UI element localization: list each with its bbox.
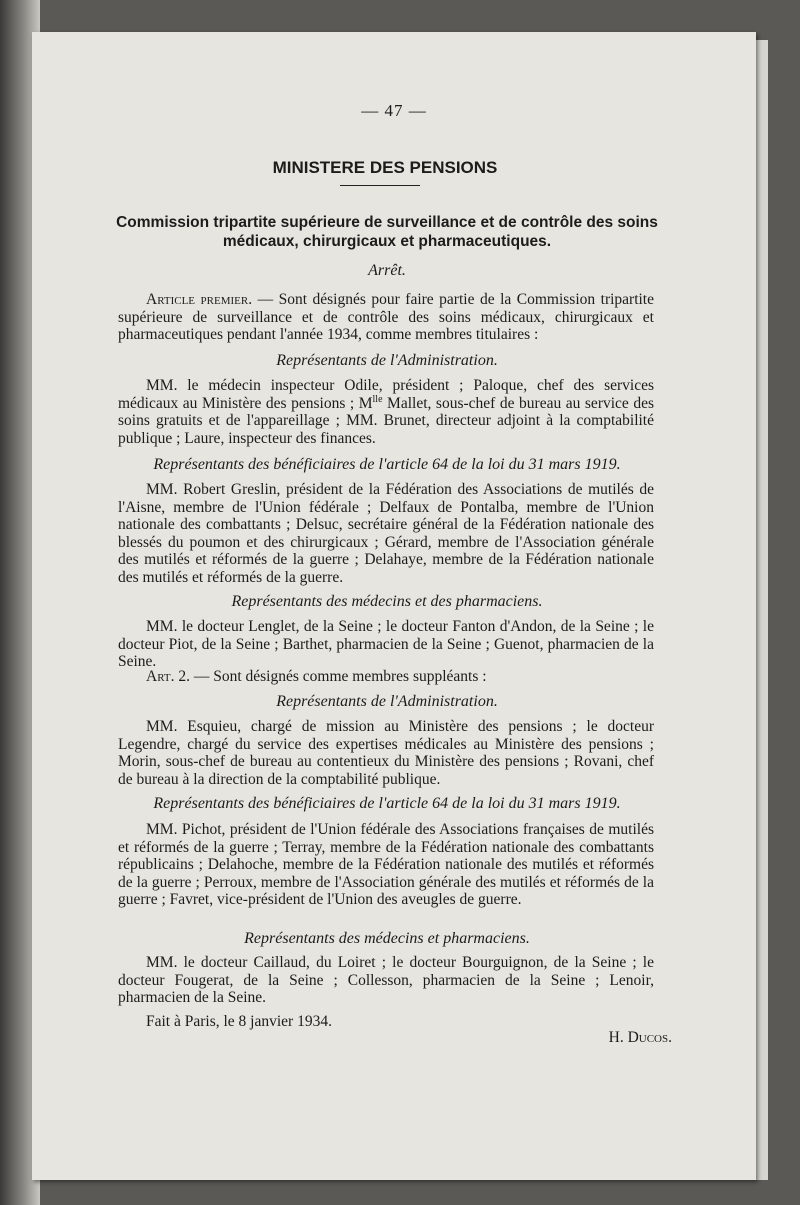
- titulaires-admin-text-a: MM. le médecin inspecteur Odile, président ; Paloque, chef des services médicaux au Ministère des pensions ; M: [118, 377, 654, 412]
- article-2-paragraph: [118, 668, 654, 686]
- arret-heading: Arrêt.: [368, 262, 406, 279]
- titulaires-admin-text-b: Mallet, sous-chef de bureau au service des soins gratuits et de l'appareillage ; MM. Brunet, directeur adjoint à la comptabilité publique ; Laure, inspecteur des finances.: [118, 394, 654, 447]
- suppleants-admin-heading: Représentants de l'Administration.: [276, 693, 498, 710]
- title-divider: [340, 185, 420, 186]
- titulaires-benef-heading: Représentants des bénéficiaires de l'article 64 de la loi du 31 mars 1919.: [153, 456, 621, 473]
- suppleants-med-paragraph: MM. le docteur Caillaud, du Loiret ; le docteur Bourguignon, de la Seine ; le docteur Fougerat, de la Seine ; Collesson, pharmacien de la Seine ; Lenoir, pharmacien de la Seine.: [118, 954, 654, 1007]
- suppleants-benef-paragraph: MM. Pichot, président de l'Union fédérale des Associations françaises de mutilés et réformés de la guerre ; Terray, membre de la Fédération nationale des combattants républicains ; Delahoche, membre de la Fédération nationale des mutilés et réformés de la guerre ; Perroux, membre de l'Association générale des mutilés et réformés de la guerre ; Favret, vice-président de l'Union des aveugles de guerre.: [118, 821, 654, 909]
- closing-date-line: Fait à Paris, le 8 janvier 1934.: [146, 1013, 332, 1030]
- titulaires-admin-sup: lle: [372, 393, 383, 405]
- titulaires-admin-paragraph: [118, 377, 654, 447]
- titulaires-med-paragraph: MM. le docteur Lenglet, de la Seine ; le docteur Fanton d'Andon, de la Seine ; le docteur Piot, de la Seine ; Barthet, pharmacien de la Seine ; Guenot, pharmacien de la Seine.: [118, 618, 654, 671]
- suppleants-med-heading: Représentants des médecins et pharmaciens.: [244, 930, 530, 947]
- commission-title: Commission tripartite supérieure de surveillance et de contrôle des soins médicaux, chirurgicaux et pharmaceutiques.: [116, 214, 658, 250]
- article-premier-text: — Sont désignés pour faire partie de la Commission tripartite supérieure de surveillance et de contrôle des soins médicaux, chirurgicaux et pharmaceutiques pendant l'année 1934, comme membres titulaires :: [118, 291, 654, 344]
- article-2-text: — Sont désignés comme membres suppléants :: [189, 668, 487, 685]
- titulaires-med-heading: Représentants des médecins et des pharmaciens.: [231, 593, 543, 610]
- article-2-label: Art. 2.: [146, 668, 190, 685]
- titulaires-admin-heading: Représentants de l'Administration.: [276, 352, 498, 369]
- ministry-title: MINISTERE DES PENSIONS: [272, 158, 498, 177]
- page-number: — 47 —: [361, 101, 427, 120]
- article-premier-label: Article premier.: [146, 291, 253, 308]
- suppleants-admin-paragraph: MM. Esquieu, chargé de mission au Ministère des pensions ; le docteur Legendre, chargé du service des expertises médicales au Ministère des pensions ; Morin, sous-chef de bureau au contentieux du Ministère des pensions ; Rovani, chef de bureau à la direction de la comptabilité publique.: [118, 718, 654, 788]
- article-premier-paragraph: [118, 291, 654, 344]
- titulaires-benef-paragraph: MM. Robert Greslin, président de la Fédération des Associations de mutilés de l'Aisne, membre de l'Union fédérale ; Delfaux de Pontalba, membre de l'Union nationale des combattants ; Delsuc, secrétaire général de la Fédération nationale des blessés du poumon et des chirurgicaux ; Gérard, membre de l'Association générale des mutilés et réformés de la guerre ; Delahaye, membre de la Fédération nationale des mutilés et réformés de la guerre.: [118, 481, 654, 586]
- signature: H. Ducos.: [608, 1029, 672, 1046]
- document-page: [32, 32, 756, 1180]
- suppleants-benef-heading: Représentants des bénéficiaires de l'article 64 de la loi du 31 mars 1919.: [153, 795, 621, 812]
